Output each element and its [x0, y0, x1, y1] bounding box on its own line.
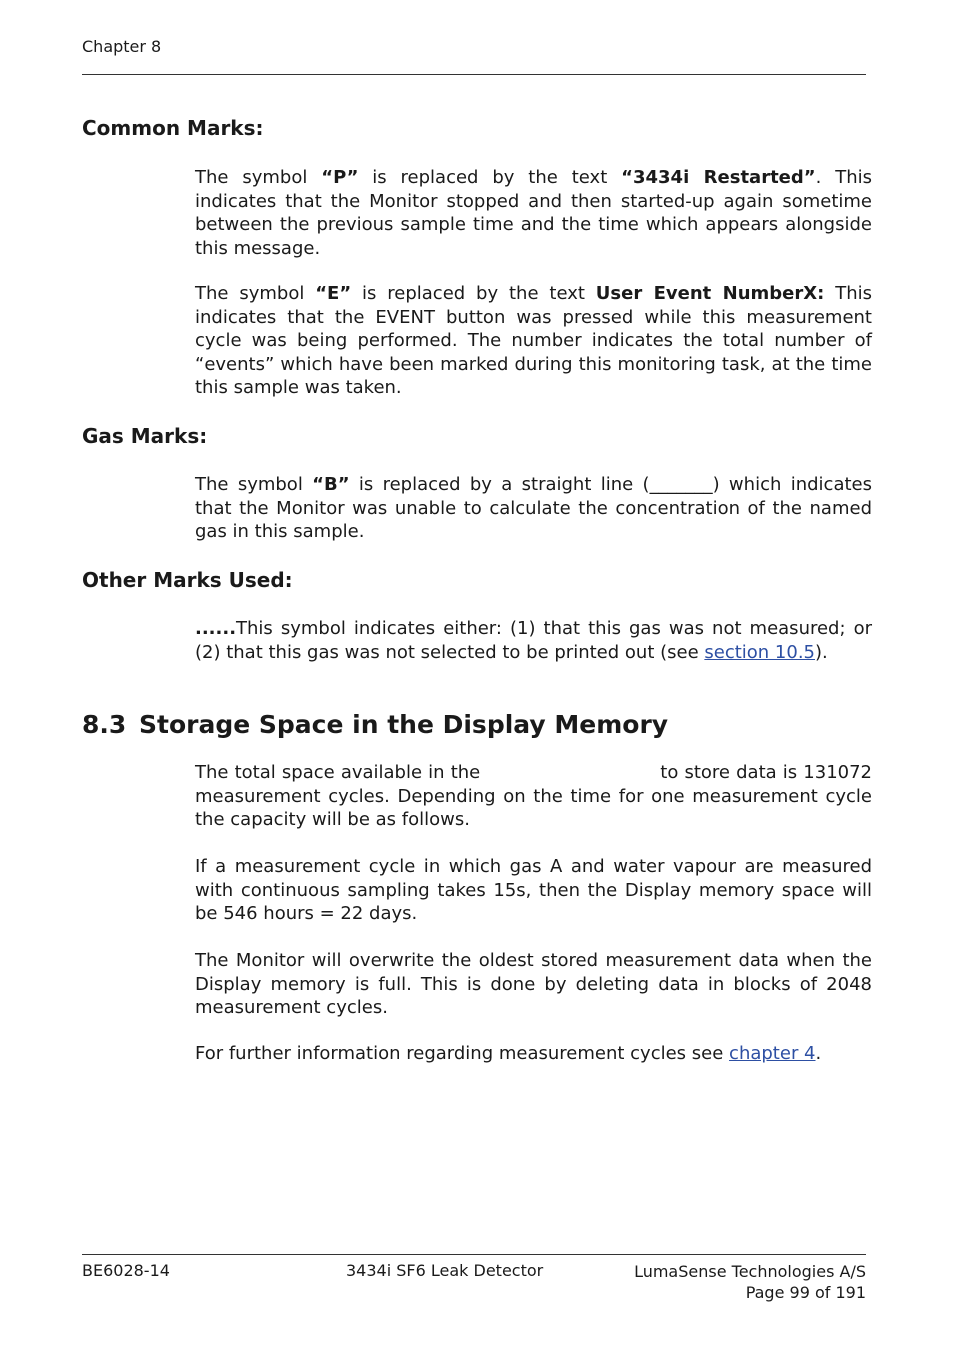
section-heading	[82, 710, 668, 739]
common-marks-e-paragraph: The symbol “E” is replaced by the text User Event NumberX: This indicates that the EVENT button was pressed while this measurement cycle was being performed. The number indicates the total number of “events” which have been marked during this monitoring task, at the time this sample was taken.	[195, 283, 872, 398]
footer-page-number: Page 99 of 191	[745, 1283, 866, 1302]
other-marks-paragraph: ......This symbol indicates either: (1) that this gas was not measured; or (2) that this gas was not selected to be printed out (see section 10.5).	[195, 618, 872, 663]
section-title: Storage Space in the Display Memory	[139, 710, 669, 739]
header-divider	[82, 74, 866, 75]
footer-company: LumaSense Technologies A/S	[634, 1262, 866, 1281]
gas-marks-heading: Gas Marks:	[82, 424, 208, 448]
chapter-4-link[interactable]: chapter 4	[729, 1043, 816, 1064]
storage-overwrite-paragraph: The Monitor will overwrite the oldest stored measurement data when the Display memory is full. This is done by deleting data in blocks of 2048 measurement cycles.	[195, 950, 872, 1018]
gas-marks-b-paragraph: The symbol “B” is replaced by a straight line (_______) which indicates that the Monitor was unable to calculate the concentration of the named gas in this sample.	[195, 474, 872, 542]
storage-capacity-paragraph: The total space available in the to store data is 131072 measurement cycles. Depending on the time for one measurement cycle the capacity will be as follows.	[195, 762, 872, 830]
footer-divider	[82, 1254, 866, 1255]
header-chapter: Chapter 8	[82, 37, 162, 56]
footer-doc-id: BE6028-14	[82, 1261, 170, 1280]
common-marks-p-paragraph: The symbol “P” is replaced by the text “3434i Restarted”. This indicates that the Monitor stopped and then started-up again sometime between the previous sample time and the time which appears alongside this message.	[195, 167, 872, 259]
further-info-paragraph: For further information regarding measurement cycles see chapter 4.	[195, 1043, 822, 1064]
section-number: 8.3	[82, 710, 127, 739]
footer-right-block	[634, 1261, 866, 1303]
section-10-5-link[interactable]: section 10.5	[704, 641, 816, 663]
storage-example-paragraph: If a measurement cycle in which gas A and water vapour are measured with continuous sampling takes 15s, then the Display memory space will be 546 hours = 22 days.	[195, 856, 872, 924]
other-marks-heading: Other Marks Used:	[82, 568, 293, 592]
footer-product: 3434i SF6 Leak Detector	[346, 1261, 544, 1280]
common-marks-heading: Common Marks:	[82, 116, 264, 140]
